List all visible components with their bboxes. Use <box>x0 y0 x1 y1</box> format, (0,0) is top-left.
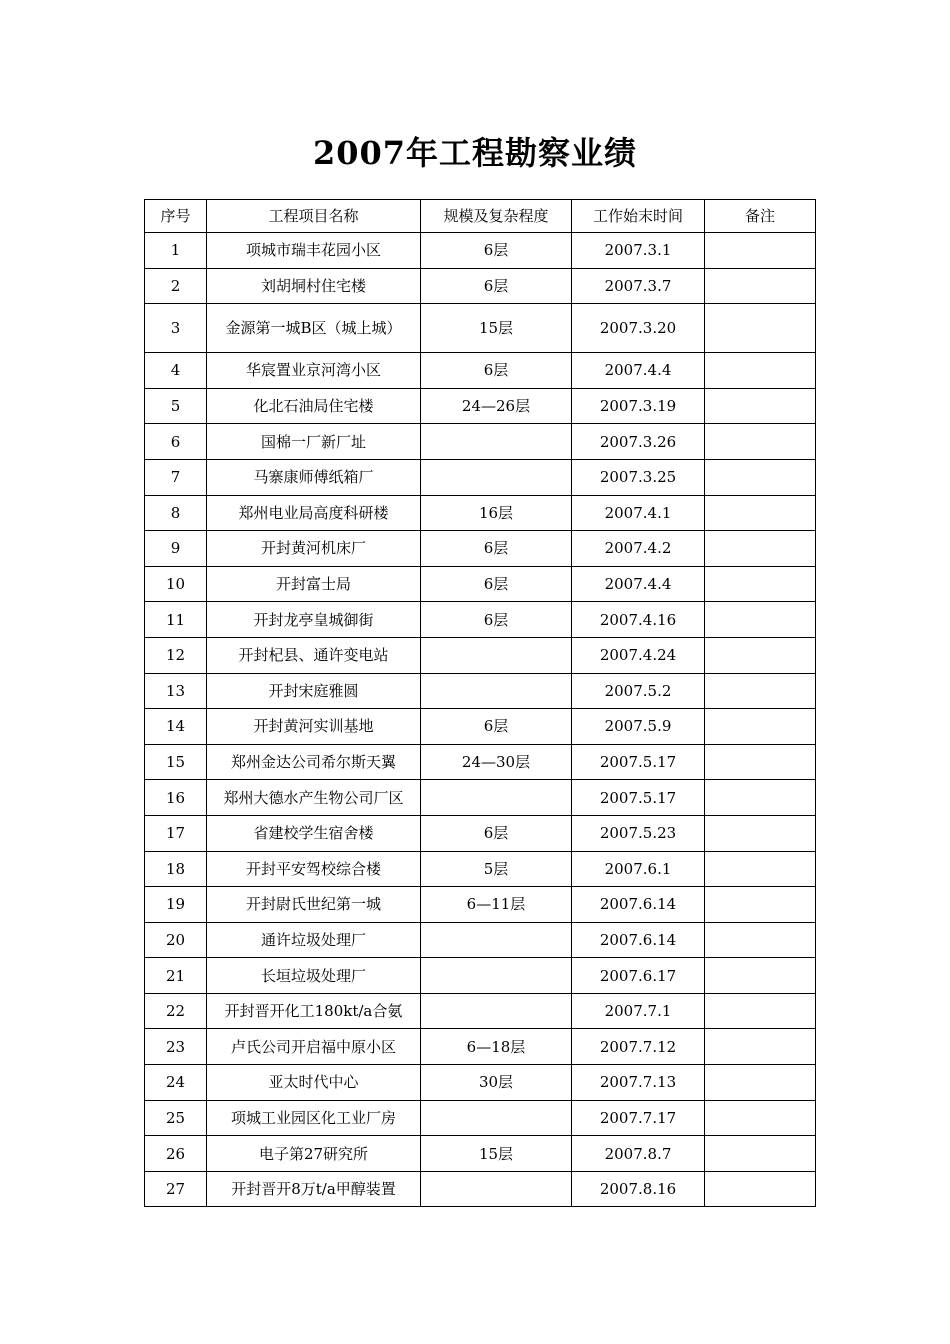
cell-scale: 6—18层 <box>421 1029 572 1065</box>
cell-project-name: 开封晋开化工180kt/a合氨 <box>207 993 421 1029</box>
cell-project-name: 马寨康师傅纸箱厂 <box>207 459 421 495</box>
cell-no: 25 <box>145 1100 207 1136</box>
cell-project-name: 开封宋庭雅圆 <box>207 673 421 709</box>
cell-note <box>705 459 816 495</box>
cell-scale <box>421 424 572 460</box>
cell-project-name: 开封平安驾校综合楼 <box>207 851 421 887</box>
cell-note <box>705 495 816 531</box>
cell-no: 6 <box>145 424 207 460</box>
cell-no: 2 <box>145 268 207 304</box>
cell-no: 23 <box>145 1029 207 1065</box>
table-row <box>145 637 816 673</box>
cell-note <box>705 1065 816 1101</box>
header-no: 序号 <box>145 200 207 233</box>
cell-date: 2007.5.17 <box>572 780 705 816</box>
table-body <box>145 233 816 1207</box>
table-row <box>145 673 816 709</box>
cell-date: 2007.6.14 <box>572 922 705 958</box>
cell-scale: 5层 <box>421 851 572 887</box>
cell-scale: 6层 <box>421 268 572 304</box>
cell-date: 2007.4.4 <box>572 353 705 389</box>
cell-date: 2007.3.7 <box>572 268 705 304</box>
cell-date: 2007.7.17 <box>572 1100 705 1136</box>
cell-note <box>705 958 816 994</box>
header-name: 工程项目名称 <box>207 200 421 233</box>
cell-date: 2007.3.1 <box>572 233 705 269</box>
cell-note <box>705 304 816 353</box>
cell-date: 2007.4.2 <box>572 531 705 567</box>
cell-note <box>705 780 816 816</box>
table-row <box>145 922 816 958</box>
cell-scale: 15层 <box>421 1136 572 1172</box>
cell-note <box>705 1100 816 1136</box>
table-header-row <box>145 200 816 233</box>
cell-no: 18 <box>145 851 207 887</box>
cell-scale: 6层 <box>421 353 572 389</box>
cell-note <box>705 887 816 923</box>
cell-note <box>705 709 816 745</box>
cell-note <box>705 531 816 567</box>
table-row <box>145 1065 816 1101</box>
cell-project-name: 国棉一厂新厂址 <box>207 424 421 460</box>
cell-project-name: 郑州电业局高度科研楼 <box>207 495 421 531</box>
cell-no: 26 <box>145 1136 207 1172</box>
cell-note <box>705 815 816 851</box>
cell-date: 2007.5.9 <box>572 709 705 745</box>
table-row <box>145 424 816 460</box>
cell-date: 2007.6.14 <box>572 887 705 923</box>
cell-date: 2007.4.16 <box>572 602 705 638</box>
cell-project-name: 开封晋开8万t/a甲醇装置 <box>207 1171 421 1207</box>
cell-project-name: 开封尉氏世纪第一城 <box>207 887 421 923</box>
cell-project-name: 开封杞县、通许变电站 <box>207 637 421 673</box>
cell-scale: 30层 <box>421 1065 572 1101</box>
cell-no: 4 <box>145 353 207 389</box>
cell-project-name: 化北石油局住宅楼 <box>207 388 421 424</box>
cell-scale <box>421 459 572 495</box>
cell-no: 10 <box>145 566 207 602</box>
cell-no: 24 <box>145 1065 207 1101</box>
cell-no: 16 <box>145 780 207 816</box>
table-row <box>145 1100 816 1136</box>
cell-note <box>705 922 816 958</box>
cell-note <box>705 744 816 780</box>
cell-scale: 6层 <box>421 566 572 602</box>
cell-note <box>705 353 816 389</box>
cell-date: 2007.3.25 <box>572 459 705 495</box>
cell-date: 2007.6.1 <box>572 851 705 887</box>
cell-no: 19 <box>145 887 207 923</box>
cell-no: 12 <box>145 637 207 673</box>
cell-note <box>705 1171 816 1207</box>
cell-scale: 16层 <box>421 495 572 531</box>
cell-scale: 15层 <box>421 304 572 353</box>
cell-no: 3 <box>145 304 207 353</box>
cell-note <box>705 424 816 460</box>
table-row <box>145 1029 816 1065</box>
cell-no: 27 <box>145 1171 207 1207</box>
cell-no: 21 <box>145 958 207 994</box>
cell-project-name: 项城市瑞丰花园小区 <box>207 233 421 269</box>
cell-date: 2007.4.1 <box>572 495 705 531</box>
table-row <box>145 958 816 994</box>
cell-project-name: 开封富士局 <box>207 566 421 602</box>
table-row <box>145 887 816 923</box>
table-row <box>145 709 816 745</box>
cell-project-name: 华宸置业京河湾小区 <box>207 353 421 389</box>
cell-date: 2007.7.13 <box>572 1065 705 1101</box>
cell-no: 7 <box>145 459 207 495</box>
performance-table <box>144 199 816 1207</box>
table-row <box>145 268 816 304</box>
table-row <box>145 495 816 531</box>
cell-date: 2007.3.26 <box>572 424 705 460</box>
cell-no: 15 <box>145 744 207 780</box>
cell-note <box>705 1136 816 1172</box>
table-row <box>145 851 816 887</box>
cell-no: 14 <box>145 709 207 745</box>
cell-date: 2007.7.12 <box>572 1029 705 1065</box>
cell-project-name: 电子第27研究所 <box>207 1136 421 1172</box>
cell-scale <box>421 1171 572 1207</box>
cell-scale <box>421 993 572 1029</box>
table-row <box>145 780 816 816</box>
cell-no: 5 <box>145 388 207 424</box>
cell-scale: 6层 <box>421 602 572 638</box>
table-row <box>145 566 816 602</box>
cell-date: 2007.8.16 <box>572 1171 705 1207</box>
page-title: 2007年工程勘察业绩 <box>312 134 638 172</box>
cell-project-name: 通许垃圾处理厂 <box>207 922 421 958</box>
cell-note <box>705 637 816 673</box>
cell-project-name: 开封龙亭皇城御街 <box>207 602 421 638</box>
cell-scale <box>421 958 572 994</box>
cell-note <box>705 851 816 887</box>
cell-scale: 24—26层 <box>421 388 572 424</box>
cell-project-name: 郑州大德水产生物公司厂区 <box>207 780 421 816</box>
header-scale: 规模及复杂程度 <box>421 200 572 233</box>
cell-date: 2007.4.4 <box>572 566 705 602</box>
cell-no: 1 <box>145 233 207 269</box>
cell-date: 2007.4.24 <box>572 637 705 673</box>
cell-scale: 6层 <box>421 709 572 745</box>
cell-no: 13 <box>145 673 207 709</box>
table-row <box>145 388 816 424</box>
cell-note <box>705 388 816 424</box>
cell-scale <box>421 1100 572 1136</box>
cell-date: 2007.5.17 <box>572 744 705 780</box>
cell-scale: 6层 <box>421 815 572 851</box>
cell-scale: 6层 <box>421 531 572 567</box>
cell-note <box>705 233 816 269</box>
cell-project-name: 卢氏公司开启福中原小区 <box>207 1029 421 1065</box>
table-row <box>145 459 816 495</box>
cell-note <box>705 268 816 304</box>
cell-project-name: 刘胡垌村住宅楼 <box>207 268 421 304</box>
cell-no: 17 <box>145 815 207 851</box>
cell-no: 11 <box>145 602 207 638</box>
header-date: 工作始末时间 <box>572 200 705 233</box>
cell-project-name: 郑州金达公司希尔斯天翼 <box>207 744 421 780</box>
cell-date: 2007.3.19 <box>572 388 705 424</box>
cell-project-name: 省建校学生宿舍楼 <box>207 815 421 851</box>
table-row <box>145 531 816 567</box>
table-row <box>145 602 816 638</box>
table-row <box>145 1171 816 1207</box>
cell-date: 2007.6.17 <box>572 958 705 994</box>
cell-date: 2007.8.7 <box>572 1136 705 1172</box>
cell-no: 20 <box>145 922 207 958</box>
table-row <box>145 744 816 780</box>
table-row <box>145 815 816 851</box>
cell-scale <box>421 780 572 816</box>
cell-scale <box>421 922 572 958</box>
table-row <box>145 1136 816 1172</box>
cell-scale: 24—30层 <box>421 744 572 780</box>
cell-project-name: 亚太时代中心 <box>207 1065 421 1101</box>
cell-note <box>705 673 816 709</box>
cell-project-name: 长垣垃圾处理厂 <box>207 958 421 994</box>
cell-project-name: 金源第一城B区（城上城） <box>207 304 421 353</box>
cell-note <box>705 566 816 602</box>
cell-note <box>705 602 816 638</box>
cell-scale: 6—11层 <box>421 887 572 923</box>
cell-note <box>705 1029 816 1065</box>
cell-project-name: 开封黄河实训基地 <box>207 709 421 745</box>
cell-date: 2007.3.20 <box>572 304 705 353</box>
cell-scale <box>421 637 572 673</box>
table-row <box>145 233 816 269</box>
cell-project-name: 项城工业园区化工业厂房 <box>207 1100 421 1136</box>
cell-no: 22 <box>145 993 207 1029</box>
table-row <box>145 304 816 353</box>
cell-scale: 6层 <box>421 233 572 269</box>
cell-no: 9 <box>145 531 207 567</box>
cell-no: 8 <box>145 495 207 531</box>
cell-scale <box>421 673 572 709</box>
cell-date: 2007.5.2 <box>572 673 705 709</box>
cell-project-name: 开封黄河机床厂 <box>207 531 421 567</box>
cell-note <box>705 993 816 1029</box>
table-row <box>145 993 816 1029</box>
header-note: 备注 <box>705 200 816 233</box>
table-row <box>145 353 816 389</box>
cell-date: 2007.5.23 <box>572 815 705 851</box>
cell-date: 2007.7.1 <box>572 993 705 1029</box>
